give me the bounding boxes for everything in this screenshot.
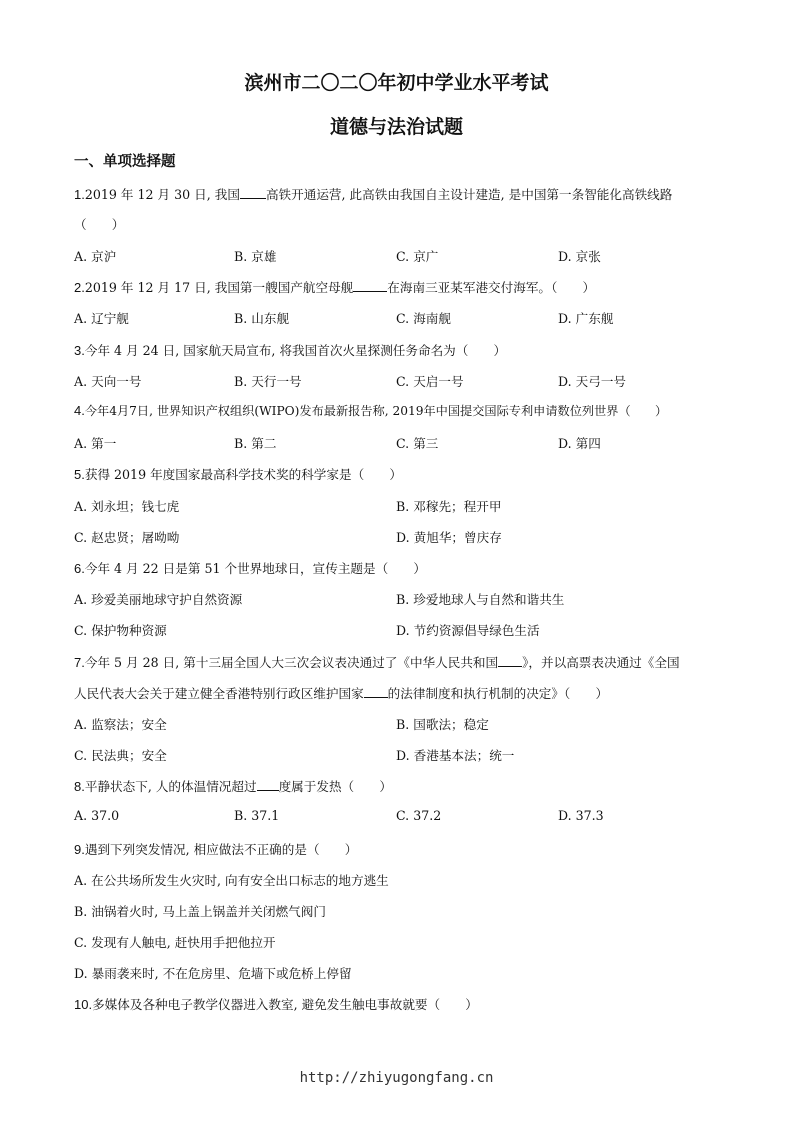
question-text: 的法律制度和执行机制的决定》（ ）	[387, 686, 609, 701]
option-c: C. 赵忠贤；屠呦呦	[74, 530, 180, 545]
option-d: D. 香港基本法；统一	[396, 748, 515, 763]
option-b: B. 邓稼先；程开甲	[396, 499, 502, 514]
option-a: A. 辽宁舰	[74, 311, 129, 326]
question-text: 高铁开通运营, 此高铁由我国自主设计建造, 是中国第一条智能化高铁线路	[265, 187, 673, 202]
footer-url[interactable]: http://zhiyugongfang.cn	[299, 1070, 494, 1086]
question-number: 7.	[74, 655, 85, 670]
option-b: B. 第二	[234, 436, 277, 451]
question-number: 3.	[74, 343, 85, 358]
option-b: B. 天行一号	[234, 374, 302, 389]
question-8	[74, 776, 392, 795]
answer-blank	[240, 186, 266, 199]
question-1	[74, 184, 672, 203]
question-text: 度属于发热（ ）	[278, 779, 392, 794]
question-7	[74, 652, 680, 671]
question-text: 人民代表大会关于建立健全香港特别行政区维护国家	[74, 686, 364, 701]
question-2	[74, 277, 595, 296]
question-text: 遇到下列突发情况, 相应做法不正确的是（ ）	[84, 842, 358, 857]
option-a: A. 监察法；安全	[74, 717, 167, 732]
option-c: C. 保护物种资源	[74, 623, 167, 638]
answer-blank	[257, 778, 279, 791]
question-text: 》，并以高票表决通过《全国	[522, 655, 680, 670]
option-d: D. 京张	[558, 249, 601, 264]
question-6	[74, 558, 426, 577]
option-d: D. 黄旭华；曾庆存	[396, 530, 502, 545]
question-text: 2019 年 12 月 17 日, 我国第一艘国产航空母舰	[84, 280, 354, 295]
option-b: B. 37.1	[234, 808, 280, 823]
question-9	[74, 839, 357, 858]
option-c: C. 第三	[396, 436, 439, 451]
question-text: 2019 年 12 月 30 日, 我国	[84, 187, 240, 202]
exam-title: 滨州市二〇二〇年初中学业水平考试	[244, 72, 549, 94]
question-number: 9.	[74, 842, 85, 857]
question-5	[74, 464, 402, 483]
option-d: D. 节约资源倡导绿色生活	[396, 623, 540, 638]
option-c: C. 天启一号	[396, 374, 464, 389]
question-paren: （ ）	[74, 217, 125, 232]
option-a: A. 37.0	[74, 808, 120, 823]
question-text: 今年 4 月 24 日, 国家航天局宣布, 将我国首次火星探测任务命名为（ ）	[84, 343, 507, 358]
option-d: D. 天弓一号	[558, 374, 627, 389]
option-a: A. 第一	[74, 436, 117, 451]
option-c: C. 发现有人触电, 赶快用手把他拉开	[74, 935, 276, 950]
answer-blank	[353, 279, 387, 292]
question-text: 今年 5 月 28 日, 第十三届全国人大三次会议表决通过了《中华人民共和国	[84, 655, 499, 670]
exam-subtitle: 道德与法治试题	[329, 116, 463, 138]
question-number: 10.	[74, 997, 93, 1012]
question-number: 1.	[74, 187, 85, 202]
option-b: B. 山东舰	[234, 311, 290, 326]
section-heading: 一、单项选择题	[74, 154, 176, 170]
question-text: 今年 4 月 22 日是第 51 个世界地球日，宣传主题是（ ）	[84, 561, 426, 576]
question-3	[74, 340, 506, 359]
option-d: D. 暴雨袭来时, 不在危房里、危墙下或危桥上停留	[74, 966, 352, 981]
question-number: 2.	[74, 280, 85, 295]
option-c: C. 京广	[396, 249, 439, 264]
option-d: D. 广东舰	[558, 311, 614, 326]
option-b: B. 珍爱地球人与自然和谐共生	[396, 592, 565, 607]
answer-blank	[364, 685, 388, 698]
question-number: 6.	[74, 561, 85, 576]
question-7-line2	[74, 683, 608, 702]
question-text: 获得 2019 年度国家最高科学技术奖的科学家是（ ）	[84, 467, 402, 482]
option-b: B. 油锅着火时, 马上盖上锅盖并关闭燃气阀门	[74, 904, 326, 919]
question-number: 8.	[74, 779, 85, 794]
question-text: 今年4月7日, 世界知识产权组织(WIPO)发布最新报告称, 2019年中国提交国际专利申请数位列世界（ ）	[84, 404, 668, 418]
option-b: B. 国歌法；稳定	[396, 717, 489, 732]
question-text: 平静状态下, 人的体温情况超过	[84, 779, 257, 794]
option-a: A. 天向一号	[74, 374, 142, 389]
option-c: C. 海南舰	[396, 311, 451, 326]
question-text: 在海南三亚某军港交付海军。（ ）	[387, 280, 596, 295]
option-a: A. 在公共场所发生火灾时, 向有安全出口标志的地方逃生	[74, 873, 389, 888]
option-c: C. 37.2	[396, 808, 442, 823]
option-a: A. 刘永坦；钱七虎	[74, 499, 180, 514]
option-d: D. 37.3	[558, 808, 604, 823]
question-10	[74, 994, 478, 1013]
option-d: D. 第四	[558, 436, 601, 451]
option-a: A. 京沪	[74, 249, 117, 264]
question-4	[74, 402, 667, 419]
answer-blank	[498, 654, 522, 667]
question-text: 多媒体及各种电子教学仪器进入教室, 避免发生触电事故就要（ ）	[92, 997, 478, 1012]
option-c: C. 民法典；安全	[74, 748, 167, 763]
question-number: 4.	[74, 403, 85, 418]
option-b: B. 京雄	[234, 249, 277, 264]
option-a: A. 珍爱美丽地球守护自然资源	[74, 592, 243, 607]
question-number: 5.	[74, 467, 85, 482]
